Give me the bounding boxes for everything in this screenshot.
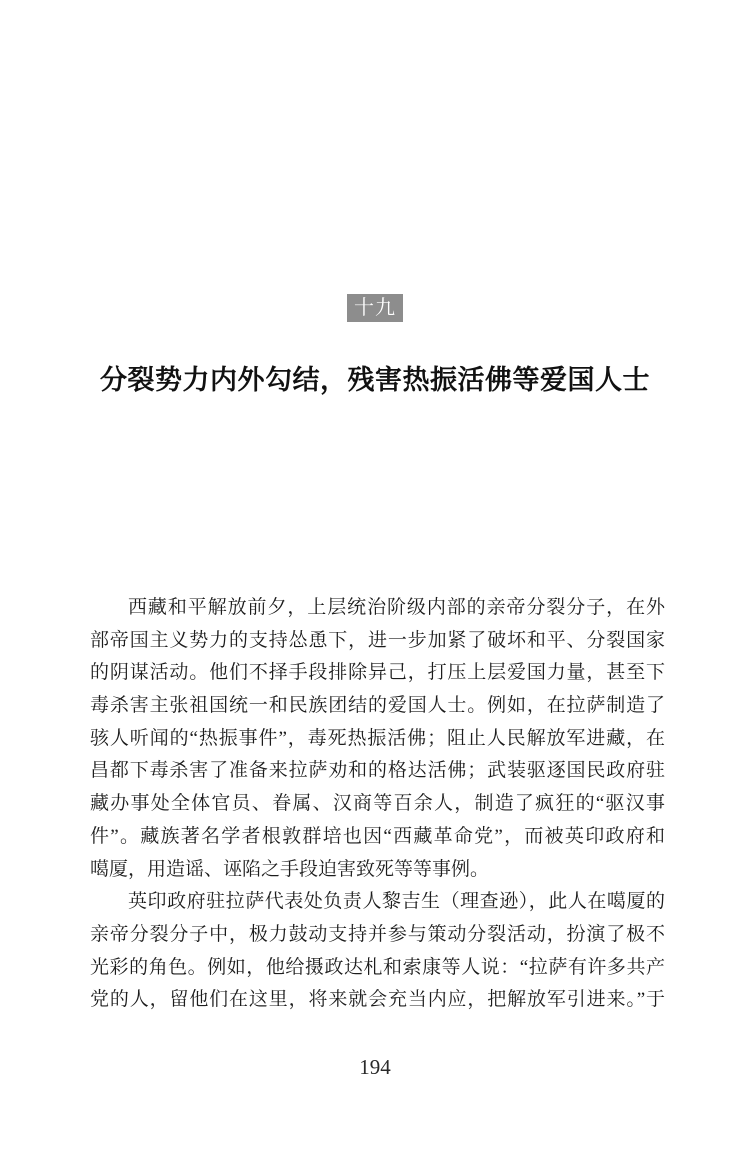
body-text-line: 的阴谋活动。他们不择手段排除异己，打压上层爱国力量，甚至下	[90, 662, 665, 684]
body-text-line: 亲帝分裂分子中，极力鼓动支持并参与策动分裂活动，扮演了极不	[90, 923, 665, 945]
body-text-line: 噶厦，用造谣、诬陷之手段迫害致死等等事例。	[90, 858, 490, 880]
body-text-block	[90, 592, 665, 1017]
body-text-line: 光彩的角色。例如，他给摄政达札和索康等人说：“拉萨有许多共产	[90, 956, 665, 978]
chapter-number-badge: 十九	[347, 294, 403, 322]
chapter-title: 分裂势力内外勾结，残害热振活佛等爱国人士	[100, 365, 650, 396]
body-text-line: 部帝国主义势力的支持怂恿下，进一步加紧了破坏和平、分裂国家	[90, 629, 665, 651]
body-text-line: 党的人，留他们在这里，将来就会充当内应，把解放军引进来。”于	[90, 989, 665, 1011]
page-number: 194	[359, 1055, 391, 1079]
body-text-line: 骇人听闻的“热振事件”，毒死热振活佛；阻止人民解放军进藏，在	[90, 727, 665, 749]
body-text-line: 西藏和平解放前夕，上层统治阶级内部的亲帝分裂分子，在外	[128, 597, 665, 618]
body-text-line: 藏办事处全体官员、眷属、汉商等百余人，制造了疯狂的“驱汉事	[90, 793, 665, 815]
body-text-line: 毒杀害主张祖国统一和民族团结的爱国人士。例如，在拉萨制造了	[90, 695, 665, 717]
chapter-badge-row	[0, 294, 750, 322]
body-text-line: 昌都下毒杀害了准备来拉萨劝和的格达活佛；武装驱逐国民政府驻	[90, 760, 665, 782]
body-text-line: 英印政府驻拉萨代表处负责人黎吉生（理查逊），此人在噶厦的	[128, 891, 665, 913]
body-text-line: 件”。藏族著名学者根敦群培也因“西藏革命党”，而被英印政府和	[90, 825, 665, 847]
